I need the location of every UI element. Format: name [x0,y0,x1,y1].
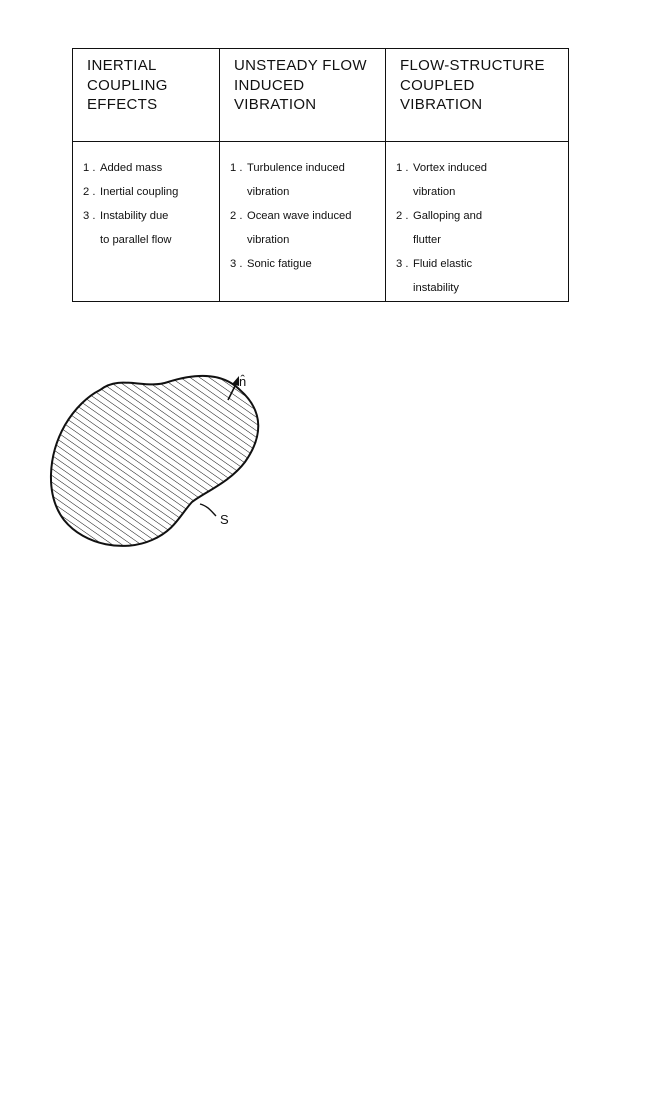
item-text: Galloping and [413,210,483,222]
item-text: Ocean wave induced [247,210,352,222]
normal-label: n̂ [239,374,247,389]
item-text: Fluid elastic [413,258,473,270]
item-text: Inertial coupling [100,186,179,198]
surface-label: S [220,512,229,527]
header-line: COUPLING [87,76,168,94]
list-item [83,180,219,204]
item-number: 1 . [230,162,243,174]
column-header-inertial [73,49,219,142]
list-item [230,156,385,204]
column-body-unsteady-flow [219,142,385,301]
item-number: 1 . [83,162,96,174]
item-number: 2 . [83,186,96,198]
column-header-unsteady-flow [219,49,385,142]
column-body-inertial [73,142,219,301]
item-text-continued: vibration [247,234,290,246]
list-item [83,204,219,252]
item-text-continued: flutter [413,234,441,246]
header-line: INERTIAL [87,57,157,74]
classification-table [72,48,569,302]
item-text: Turbulence induced [247,162,345,174]
item-text-continued: vibration [247,186,290,198]
header-line: INDUCED [234,76,305,94]
item-number: 3 . [396,258,409,270]
list-item [230,252,385,276]
column-header-flow-structure [385,49,568,142]
header-line: FLOW-STRUCTURE [400,57,545,74]
item-text-continued: to parallel flow [100,234,172,246]
item-number: 3 . [83,210,96,222]
header-line: VIBRATION [234,96,317,113]
item-text: Sonic fatigue [247,258,312,270]
item-text: Instability due [100,210,169,222]
header-line: EFFECTS [87,96,158,113]
header-line: UNSTEADY FLOW [234,57,367,74]
body-surface-svg [40,360,280,560]
item-number: 2 . [230,210,243,222]
list-item [230,204,385,252]
header-line: VIBRATION [400,96,483,113]
list-item [396,252,568,300]
item-text: Added mass [100,162,163,174]
item-number: 3 . [230,258,243,270]
surface-leader-line [200,504,216,516]
column-body-flow-structure [385,142,568,301]
item-text-continued: instability [413,282,460,294]
header-line: COUPLED [400,76,475,94]
item-text: Vortex induced [413,162,488,174]
item-number: 2 . [396,210,409,222]
list-item [83,156,219,180]
item-number: 1 . [396,162,409,174]
body-surface-figure [40,360,280,560]
item-text-continued: vibration [413,186,456,198]
list-item [396,204,568,252]
list-item [396,156,568,204]
